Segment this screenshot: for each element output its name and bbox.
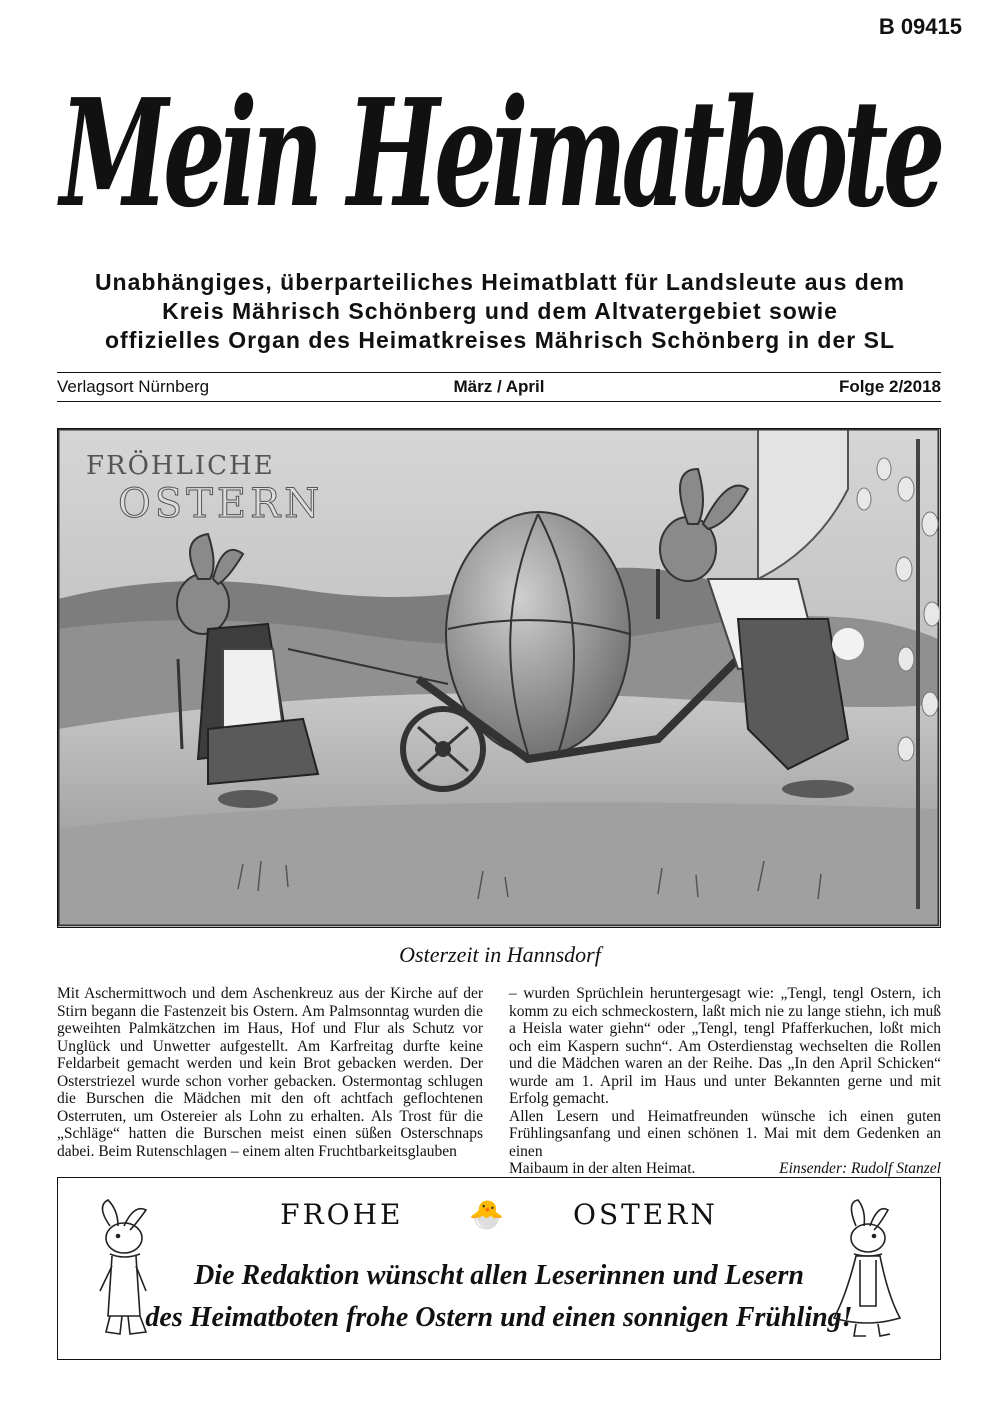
subtitle-line-3: offizielles Organ des Heimatkreises Mährisch Schönberg in der SL (105, 327, 895, 353)
subtitle-line-1: Unabhängiges, überparteiliches Heimatblatt für Landsleute aus dem (94, 269, 906, 295)
caption-line-2: OSTERN (118, 481, 324, 527)
issue-code: B 09415 (878, 14, 962, 39)
issue-date: März / April (453, 377, 545, 396)
signature-line (509, 1160, 941, 1178)
article-column-left (57, 985, 483, 1160)
article-paragraph: – wurden Sprüchlein heruntergesagt wie: „Tengl, tengl Ostern, ich komm zu eich schmeckostern, laßt mich nie zu lange stiehn, ich muß a Heisla water giehn“ oder „Tengl, tengl Pfafferkuchen, loßt mich och eim Kaspern suchn“. Am Osterdienstag wechselten die Rollen und die Mädchen waren an der Reihe. Das „In den April Schicken“ wurde am 1. April im Haus und unter Bekannten gerne und mit Erfolg gemacht. (509, 985, 941, 1107)
article-paragraph: Mit Aschermittwoch und dem Aschenkreuz aus der Kirche auf der Stirn begann die Fastenzeit bis Ostern. Am Palmsonntag wurden die geweihten Palmkätzchen im Haus, Hof und Flur als Schutz vor Unglück und Unwetter aufgestellt. Am Karfreitag durfte keine Feldarbeit gemacht werden und kein Brot gebacken werden. Der Osterstriezel wurde schon vorher gebacken. Ostermontag schlugen die Burschen die Mädchen mit den oft achtfach geflochtenen Osterruten, um Ostereier als Lohn zu erhalten. Als Trost für die „Schläge“ hatten die Burschen meist einen süßen Osterschnaps dabei. Beim Rutenschlagen – einem alten Fruchtbarkeitsglauben (57, 985, 483, 1160)
easter-greeting-box (57, 1177, 941, 1360)
article-closing: Maibaum in der alten Heimat. (509, 1160, 696, 1177)
publication-place: Verlagsort Nürnberg (57, 377, 210, 396)
greeting-message-line-2: des Heimatboten frohe Ostern und einen sonnigen Frühling! (145, 1302, 853, 1333)
info-bar (57, 372, 941, 402)
article-column-right (509, 985, 941, 1178)
article-title: Osterzeit in Hannsdorf (399, 942, 601, 967)
caption-line-1: FRÖHLICHE (86, 451, 275, 481)
issue-number: Folge 2/2018 (838, 377, 941, 396)
article-paragraph: Allen Lesern und Heimatfreunden wünsche ich einen guten Frühlingsanfang und einen schönen 1. Mai mit dem Gedenken an einen (509, 1107, 941, 1160)
egg-chick-icon: 🐣 (469, 1198, 508, 1231)
easter-illustration (57, 428, 941, 928)
illustration-artwork (58, 429, 939, 926)
article-signature: Einsender: Rudolf Stanzel (779, 1160, 941, 1177)
greeting-header-left: FROHE (280, 1198, 404, 1231)
subtitle (40, 268, 960, 355)
greeting-message-line-1: Die Redaktion wünscht allen Leserinnen und Lesern (194, 1260, 804, 1291)
greeting-header-right: OSTERN (572, 1198, 718, 1231)
subtitle-line-2: Kreis Mährisch Schönberg und dem Altvatergebiet sowie (162, 298, 838, 324)
masthead-title: Mein Heimatbote (56, 66, 942, 240)
greeting-header (58, 1198, 940, 1231)
bunny-girl-icon (826, 1196, 906, 1344)
masthead-logo (50, 40, 950, 255)
